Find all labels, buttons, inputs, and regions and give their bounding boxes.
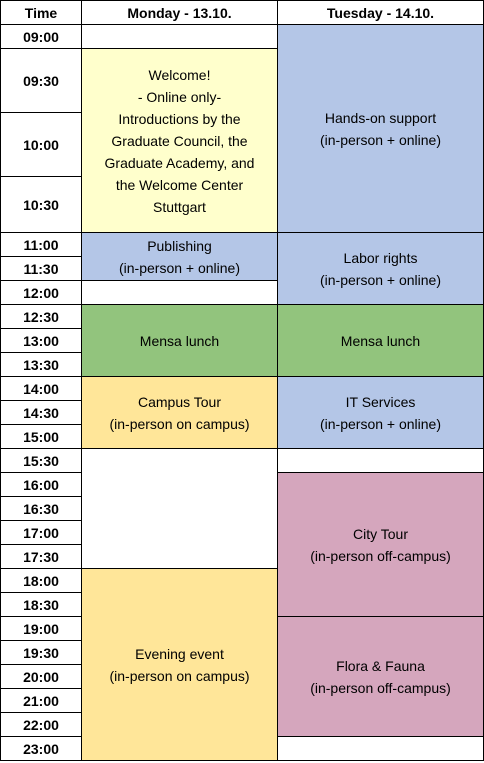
event-title: Mensa lunch (139, 332, 220, 349)
event-it-services (278, 377, 484, 449)
event-mensa-lunch-tuesday (278, 305, 484, 377)
event-line: Welcome! (148, 66, 211, 83)
time-cell: 09:30 (1, 49, 82, 113)
time-cell: 19:30 (1, 641, 82, 665)
event-title: Publishing (147, 237, 212, 254)
time-cell: 20:00 (1, 665, 82, 689)
empty-slot (82, 25, 278, 49)
event-line: Stuttgart (153, 198, 206, 215)
header-tuesday: Tuesday - 14.10. (278, 1, 484, 25)
time-cell: 10:00 (1, 113, 82, 177)
event-title: Evening event (135, 645, 224, 662)
event-welcome (82, 49, 278, 233)
event-title: Flora & Fauna (336, 657, 425, 674)
event-title: IT Services (345, 393, 416, 410)
event-evening-event (82, 569, 278, 761)
time-cell: 16:30 (1, 497, 82, 521)
time-cell: 18:00 (1, 569, 82, 593)
empty-slot (278, 737, 484, 761)
event-title: Labor rights (343, 249, 418, 266)
event-mode: (in-person off-campus) (310, 547, 451, 564)
header-time: Time (1, 1, 82, 25)
event-campus-tour (82, 377, 278, 449)
event-mensa-lunch-monday (82, 305, 278, 377)
time-cell: 15:00 (1, 425, 82, 449)
time-cell: 15:30 (1, 449, 82, 473)
event-flora-fauna (278, 617, 484, 737)
event-line: the Welcome Center (115, 176, 244, 193)
event-line: - Online only- (137, 88, 222, 105)
time-cell: 17:00 (1, 521, 82, 545)
time-cell: 17:30 (1, 545, 82, 569)
event-hands-on-support (278, 25, 484, 233)
time-cell: 21:00 (1, 689, 82, 713)
event-mode: (in-person + online) (319, 271, 441, 288)
event-title: Campus Tour (137, 393, 221, 410)
event-mode: (in-person + online) (118, 259, 240, 276)
time-cell: 10:30 (1, 177, 82, 233)
time-cell: 13:00 (1, 329, 82, 353)
time-cell: 18:30 (1, 593, 82, 617)
time-cell: 11:30 (1, 257, 82, 281)
time-cell: 13:30 (1, 353, 82, 377)
event-city-tour (278, 473, 484, 617)
event-publishing (82, 233, 278, 281)
time-cell: 14:30 (1, 401, 82, 425)
time-cell: 11:00 (1, 233, 82, 257)
event-mode: (in-person off-campus) (310, 679, 451, 696)
time-cell: 12:30 (1, 305, 82, 329)
event-title: Mensa lunch (340, 332, 421, 349)
event-line: Graduate Council, the (111, 132, 248, 149)
time-cell: 16:00 (1, 473, 82, 497)
time-cell: 22:00 (1, 713, 82, 737)
event-mode: (in-person + online) (319, 131, 441, 148)
event-title: City Tour (353, 525, 408, 542)
header-row (1, 1, 484, 25)
empty-slot (82, 281, 278, 305)
header-monday: Monday - 13.10. (82, 1, 278, 25)
empty-slot (278, 449, 484, 473)
empty-slot (82, 449, 278, 569)
event-mode: (in-person + online) (319, 415, 441, 432)
event-mode: (in-person on campus) (109, 415, 250, 432)
time-cell: 14:00 (1, 377, 82, 401)
event-title: Hands-on support (324, 109, 437, 126)
event-labor-rights (278, 233, 484, 305)
time-cell: 19:00 (1, 617, 82, 641)
event-line: Graduate Academy, and (104, 154, 255, 171)
time-cell: 12:00 (1, 281, 82, 305)
time-cell: 23:00 (1, 737, 82, 761)
event-line: Introductions by the (118, 110, 241, 127)
time-cell: 09:00 (1, 25, 82, 49)
event-mode: (in-person on campus) (109, 667, 250, 684)
